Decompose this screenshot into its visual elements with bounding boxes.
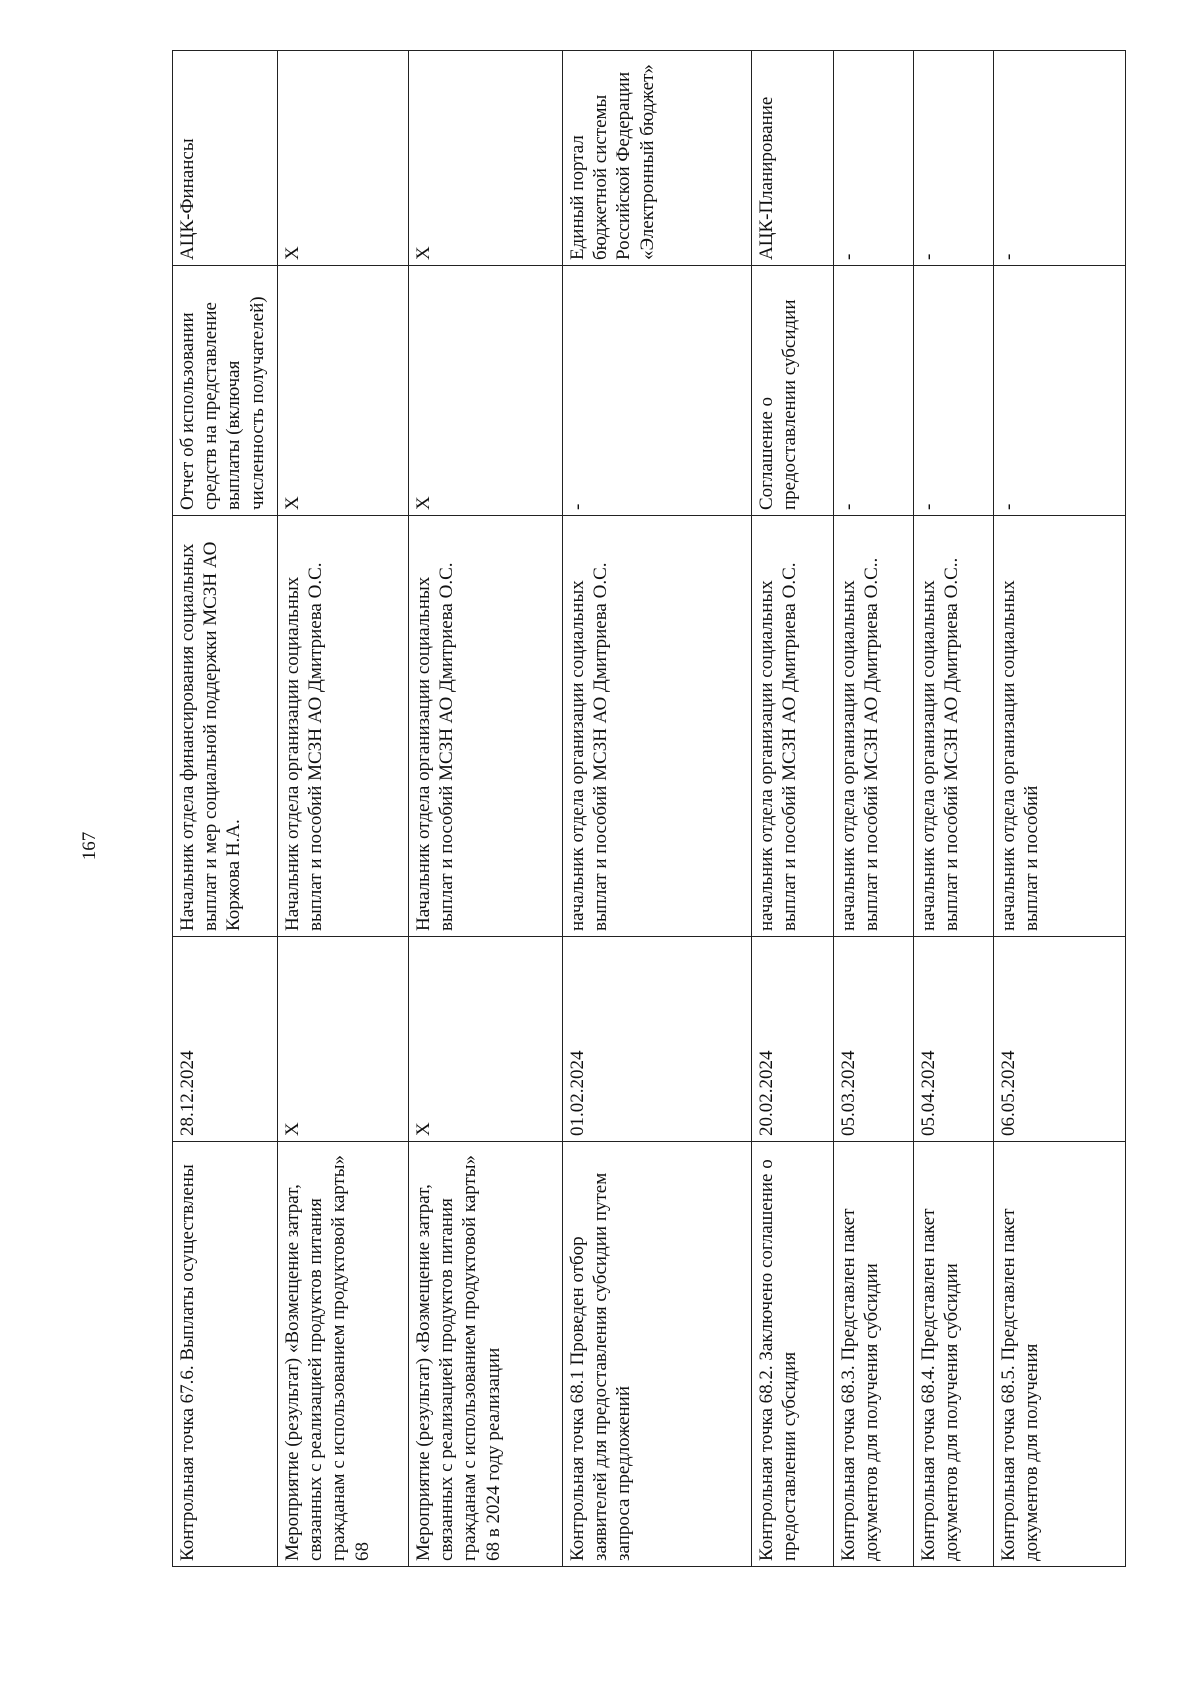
system-cell: X — [278, 51, 409, 266]
table-row — [409, 51, 563, 1567]
document-cell: Отчет об использовании средств на представление выплаты (включая численность получателей) — [173, 266, 278, 516]
responsible-cell: начальник отдела организации социальных выплат и пособий МСЗН АО Дмитриева О.С.. — [914, 516, 994, 937]
event-cell: Контрольная точка 68.5. Представлен пакет документов для получения — [994, 1142, 1126, 1567]
date-cell: 05.04.2024 — [914, 937, 994, 1142]
document-cell: - — [994, 266, 1126, 516]
event-cell: Мероприятие (результат) «Возмещение затрат, связанных с реализацией продуктов питания гражданам с использованием продуктовой карты» 68 — [278, 1142, 409, 1567]
responsible-cell: начальник отдела организации социальных выплат и пособий МСЗН АО Дмитриева О.С.. — [834, 516, 914, 937]
event-cell: Контрольная точка 68.2. Заключено соглашение о предоставлении субсидия — [752, 1142, 834, 1567]
event-cell: Контрольная точка 68.3. Представлен пакет документов для получения субсидии — [834, 1142, 914, 1567]
document-cell: - — [563, 266, 752, 516]
responsible-cell: начальник отдела организации социальных выплат и пособий МСЗН АО Дмитриева О.С. — [752, 516, 834, 937]
date-cell: 06.05.2024 — [994, 937, 1126, 1142]
date-cell: 28.12.2024 — [173, 937, 278, 1142]
date-cell: 05.03.2024 — [834, 937, 914, 1142]
document-cell: Соглашение о предоставлении субсидии — [752, 266, 834, 516]
event-cell: Контрольная точка 68.1 Проведен отбор заявителей для предоставления субсидии путем запроса предложений — [563, 1142, 752, 1567]
table-row — [173, 51, 278, 1567]
system-cell: - — [834, 51, 914, 266]
responsible-cell: Начальник отдела организации социальных выплат и пособий МСЗН АО Дмитриева О.С. — [409, 516, 563, 937]
table-row — [994, 51, 1126, 1567]
page-number: 167 — [79, 831, 100, 861]
document-cell: X — [409, 266, 563, 516]
event-cell: Контрольная точка 68.4. Представлен пакет документов для получения субсидии — [914, 1142, 994, 1567]
date-cell: X — [409, 937, 563, 1142]
system-cell: Единый портал бюджетной системы Российской Федерации «Электронный бюджет» — [563, 51, 752, 266]
system-cell: АЦК-Финансы — [173, 51, 278, 266]
control-points-table — [172, 50, 1126, 1567]
responsible-cell: начальник отдела организации социальных выплат и пособий — [994, 516, 1126, 937]
date-cell: 01.02.2024 — [563, 937, 752, 1142]
system-cell: - — [994, 51, 1126, 266]
system-cell: АЦК-Планирование — [752, 51, 834, 266]
table-row — [752, 51, 834, 1567]
system-cell: - — [914, 51, 994, 266]
document-cell: - — [914, 266, 994, 516]
event-cell: Мероприятие (результат) «Возмещение затрат, связанных с реализацией продуктов питания гражданам с использованием продуктовой карты» 68 в 2024 году реализации — [409, 1142, 563, 1567]
document-cell: - — [834, 266, 914, 516]
table-row — [278, 51, 409, 1567]
responsible-cell: Начальник отдела финансирования социальных выплат и мер социальной поддержки МСЗН АО Коржова Н.А. — [173, 516, 278, 937]
document-cell: X — [278, 266, 409, 516]
date-cell: X — [278, 937, 409, 1142]
system-cell: X — [409, 51, 563, 266]
table-row — [914, 51, 994, 1567]
table-row — [563, 51, 752, 1567]
date-cell: 20.02.2024 — [752, 937, 834, 1142]
rotated-page-content — [172, 64, 1125, 1567]
event-cell: Контрольная точка 67.6. Выплаты осуществлены — [173, 1142, 278, 1567]
table-row — [834, 51, 914, 1567]
responsible-cell: Начальник отдела организации социальных выплат и пособий МСЗН АО Дмитриева О.С. — [278, 516, 409, 937]
responsible-cell: начальник отдела организации социальных выплат и пособий МСЗН АО Дмитриева О.С. — [563, 516, 752, 937]
